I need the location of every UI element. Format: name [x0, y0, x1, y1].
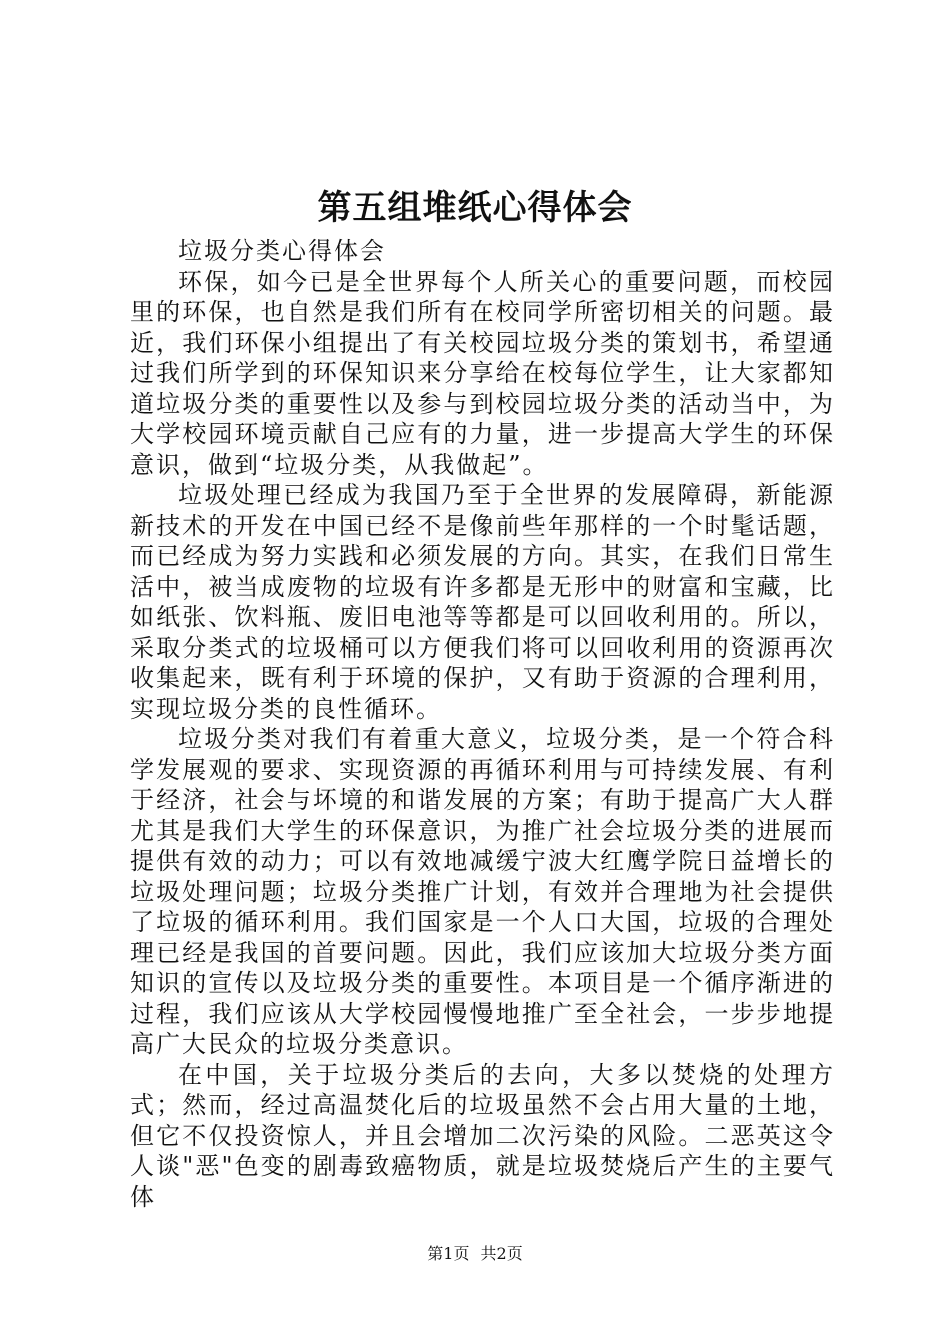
- page-footer: [0, 1243, 950, 1265]
- body-paragraph: 在中国，关于垃圾分类后的去向，大多以焚烧的处理方式；然而，经过高温焚化后的垃圾虽然不会占用大量的土地，但它不仅投资惊人，并且会增加二次污染的风险。二恶英这令人谈"恶"色变的剧毒致癌物质，就是垃圾焚烧后产生的主要气体: [130, 1060, 835, 1211]
- page-count: 共2页: [480, 1244, 523, 1263]
- document-subtitle: 垃圾分类心得体会: [178, 237, 386, 265]
- document-body: [130, 236, 835, 1212]
- page-number: 第1页: [427, 1244, 470, 1263]
- body-paragraph: 垃圾分类对我们有着重大意义，垃圾分类，是一个符合科学发展观的要求、实现资源的再循环利用与可持续发展、有利于经济，社会与坏境的和谐发展的方案；有助于提高广大人群尤其是我们大学生的环保意识，为推广社会垃圾分类的进展而提供有效的动力；可以有效地减缓宁波大红鹰学院日益增长的垃圾处理问题；垃圾分类推广计划，有效并合理地为社会提供了垃圾的循环利用。我们国家是一个人口大国，垃圾的合理处理已经是我国的首要问题。因此，我们应该加大垃圾分类方面知识的宣传以及垃圾分类的重要性。本项目是一个循序渐进的过程，我们应该从大学校园慢慢地推广至全社会，一步步地提高广大民众的垃圾分类意识。: [130, 725, 835, 1058]
- body-paragraph: 环保，如今已是全世界每个人所关心的重要问题，而校园里的环保，也自然是我们所有在校同学所密切相关的问题。最近，我们环保小组提出了有关校园垃圾分类的策划书，希望通过我们所学到的环保知识来分享给在校每位学生，让大家都知道垃圾分类的重要性以及参与到校园垃圾分类的活动当中，为大学校园环境贡献自己应有的力量，进一步提高大学生的环保意识，做到“垃圾分类，从我做起”。: [130, 267, 835, 479]
- document-title: 第五组堆纸心得体会: [317, 188, 633, 228]
- body-paragraph: 垃圾处理已经成为我国乃至于全世界的发展障碍，新能源新技术的开发在中国已经不是像前些年那样的一个时髦话题，而已经成为努力实践和必须发展的方向。其实，在我们日常生活中，被当成废物的垃圾有许多都是无形中的财富和宝藏，比如纸张、饮料瓶、废旧电池等等都是可以回收利用的。所以，采取分类式的垃圾桶可以方便我们将可以回收利用的资源再次收集起来，既有利于环境的保护，又有助于资源的合理利用，实现垃圾分类的良性循环。: [130, 481, 835, 723]
